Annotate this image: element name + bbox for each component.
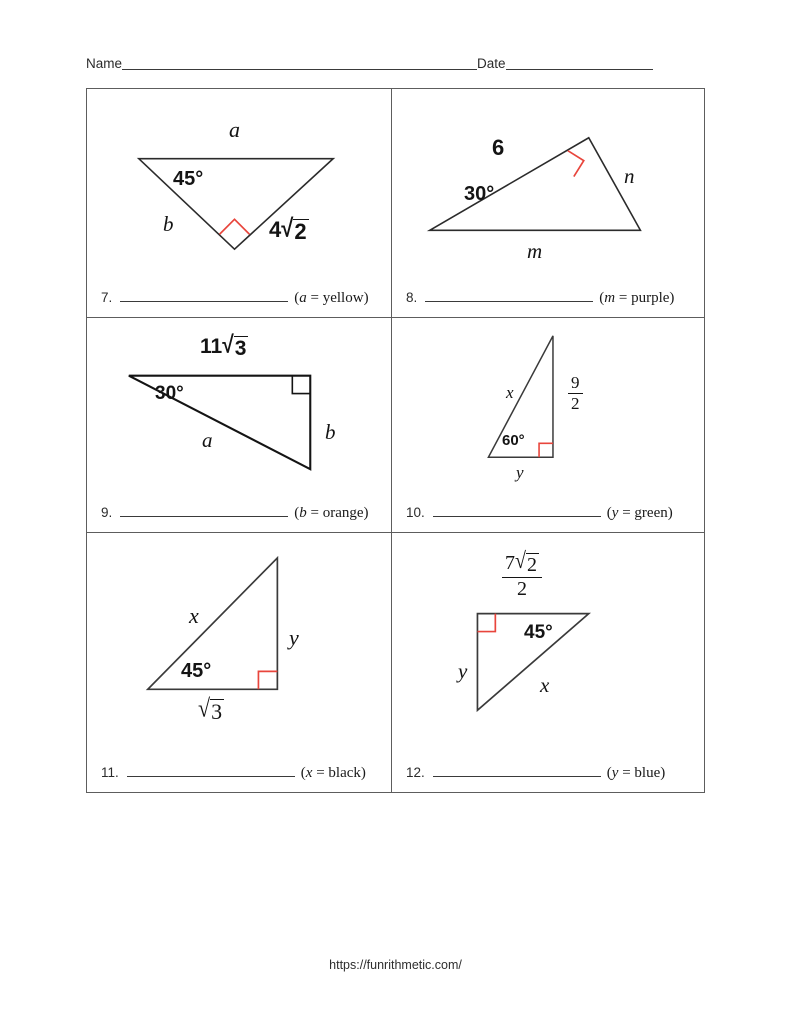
label-side-6-8: 6 [492, 135, 505, 160]
answer-key-var-12: y [611, 765, 619, 781]
answer-key-9: (b = orange) [294, 505, 369, 521]
answer-key-color-11: black [328, 765, 361, 781]
label-side-a-7: a [229, 117, 240, 142]
label-side-m-8: m [527, 239, 543, 263]
answer-key-eq-9: = [306, 505, 323, 521]
radical-sign-icon: √ [281, 213, 294, 243]
problem-number-7: 7. [101, 290, 113, 305]
label-angle-30-9: 30° [155, 383, 184, 404]
answer-key-8: (m = purple) [599, 290, 675, 306]
answer-key-eq-10: = [618, 505, 635, 521]
problem-number-10: 10. [406, 505, 425, 520]
radicand-3-9: 3 [234, 337, 247, 360]
answer-line-10 [406, 504, 694, 526]
answer-key-color-8: purple [631, 290, 670, 306]
label-side-a-9: a [202, 428, 213, 452]
label-side-7sqrt2-over-2-12 [502, 548, 542, 600]
radicand-2-7: 2 [294, 219, 307, 244]
problem-cell-12 [392, 533, 704, 792]
answer-line-11 [101, 764, 381, 786]
label-side-sqrt3-11 [198, 693, 224, 724]
answer-key-11: (x = black) [300, 765, 366, 781]
answer-key-color-12: blue [634, 765, 661, 781]
problem-cell-11 [87, 533, 392, 792]
radical-sign-icon: √ [198, 693, 211, 723]
label-side-y-10: y [516, 463, 524, 482]
answer-key-eq-12: = [618, 765, 635, 781]
answer-line-9 [101, 504, 381, 526]
footer-url[interactable]: https://funrithmetic.com/ [329, 958, 462, 972]
answer-line-12 [406, 764, 694, 786]
answer-key-12: (y = blue) [606, 765, 666, 781]
label-side-y-12: y [458, 659, 468, 683]
coefficient-11-9: 11 [200, 335, 223, 358]
fraction-denominator-2-12: 2 [516, 578, 527, 600]
triangle-figure-7 [87, 89, 391, 285]
problem-number-8: 8. [406, 290, 418, 305]
problem-number-11: 11. [101, 765, 119, 780]
answer-key-7: (a = yellow) [294, 290, 369, 306]
label-side-x-10: x [506, 383, 514, 402]
answer-key-var-7: a [299, 290, 307, 306]
answer-key-var-10: y [611, 505, 619, 521]
problem-cell-10 [392, 318, 704, 533]
answer-line-8 [406, 289, 694, 311]
radical-sign-icon: √ [515, 548, 526, 574]
answer-blank-12[interactable] [433, 764, 601, 777]
label-angle-45-7: 45° [173, 168, 204, 190]
problem-cell-8 [392, 89, 704, 318]
problems-table [86, 88, 705, 793]
label-angle-30-8: 30° [464, 183, 495, 205]
header-name-date-row [86, 44, 705, 70]
label-side-4sqrt2-7 [269, 213, 309, 244]
answer-line-7 [101, 289, 381, 311]
label-side-b-9: b [325, 420, 336, 444]
coefficient-4-7: 4 [269, 217, 282, 242]
triangle-figure-10 [392, 318, 704, 500]
answer-key-color-7: yellow [322, 290, 364, 306]
label-angle-60-10: 60° [502, 432, 525, 449]
answer-key-var-9: b [299, 505, 307, 521]
answer-blank-10[interactable] [433, 504, 601, 517]
triangle-figure-12 [392, 533, 704, 760]
triangle-figure-8 [392, 89, 704, 285]
fraction-numerator-9-10: 9 [568, 374, 583, 394]
triangle-svg-11 [87, 533, 391, 760]
date-label: Date [477, 55, 506, 71]
label-side-n-8: n [624, 164, 635, 188]
answer-key-eq-8: = [615, 290, 632, 306]
answer-key-var-11: x [305, 765, 313, 781]
problem-cell-9 [87, 318, 392, 533]
name-blank-line[interactable] [122, 58, 477, 70]
radical-sign-icon: √ [222, 331, 234, 359]
label-side-11sqrt3-9 [200, 331, 248, 360]
answer-key-eq-11: = [312, 765, 329, 781]
label-angle-45-11: 45° [181, 660, 212, 682]
label-side-y-11: y [289, 625, 299, 650]
fraction-numerator-7sqrt2-12 [502, 548, 542, 578]
label-side-x-12: x [540, 673, 550, 697]
radicand-3-11: 3 [211, 699, 223, 724]
label-side-9over2-10 [568, 374, 583, 413]
answer-key-color-9: orange [322, 505, 364, 521]
problem-number-12: 12. [406, 765, 425, 780]
answer-blank-7[interactable] [120, 289, 288, 302]
answer-blank-9[interactable] [120, 504, 288, 517]
answer-key-10: (y = green) [606, 505, 673, 521]
date-blank-line[interactable] [506, 58, 653, 70]
triangle-figure-11 [87, 533, 391, 760]
answer-key-var-8: m [604, 290, 616, 306]
triangle-svg-12 [392, 533, 704, 760]
triangle-svg-10 [392, 318, 704, 500]
answer-blank-11[interactable] [127, 764, 295, 777]
label-side-x-11: x [189, 603, 199, 628]
radicand-2-12: 2 [526, 554, 537, 576]
answer-key-eq-7: = [306, 290, 323, 306]
coefficient-7-12: 7 [505, 552, 515, 574]
answer-blank-8[interactable] [425, 289, 593, 302]
label-side-b-7: b [163, 212, 174, 236]
answer-key-color-10: green [634, 505, 668, 521]
problem-number-9: 9. [101, 505, 113, 520]
fraction-denominator-2-10: 2 [571, 393, 580, 413]
name-label: Name [86, 55, 123, 71]
triangle-svg-8 [392, 89, 704, 285]
problem-cell-7 [87, 89, 392, 318]
triangle-figure-9 [87, 318, 391, 500]
label-angle-45-12: 45° [524, 622, 553, 643]
